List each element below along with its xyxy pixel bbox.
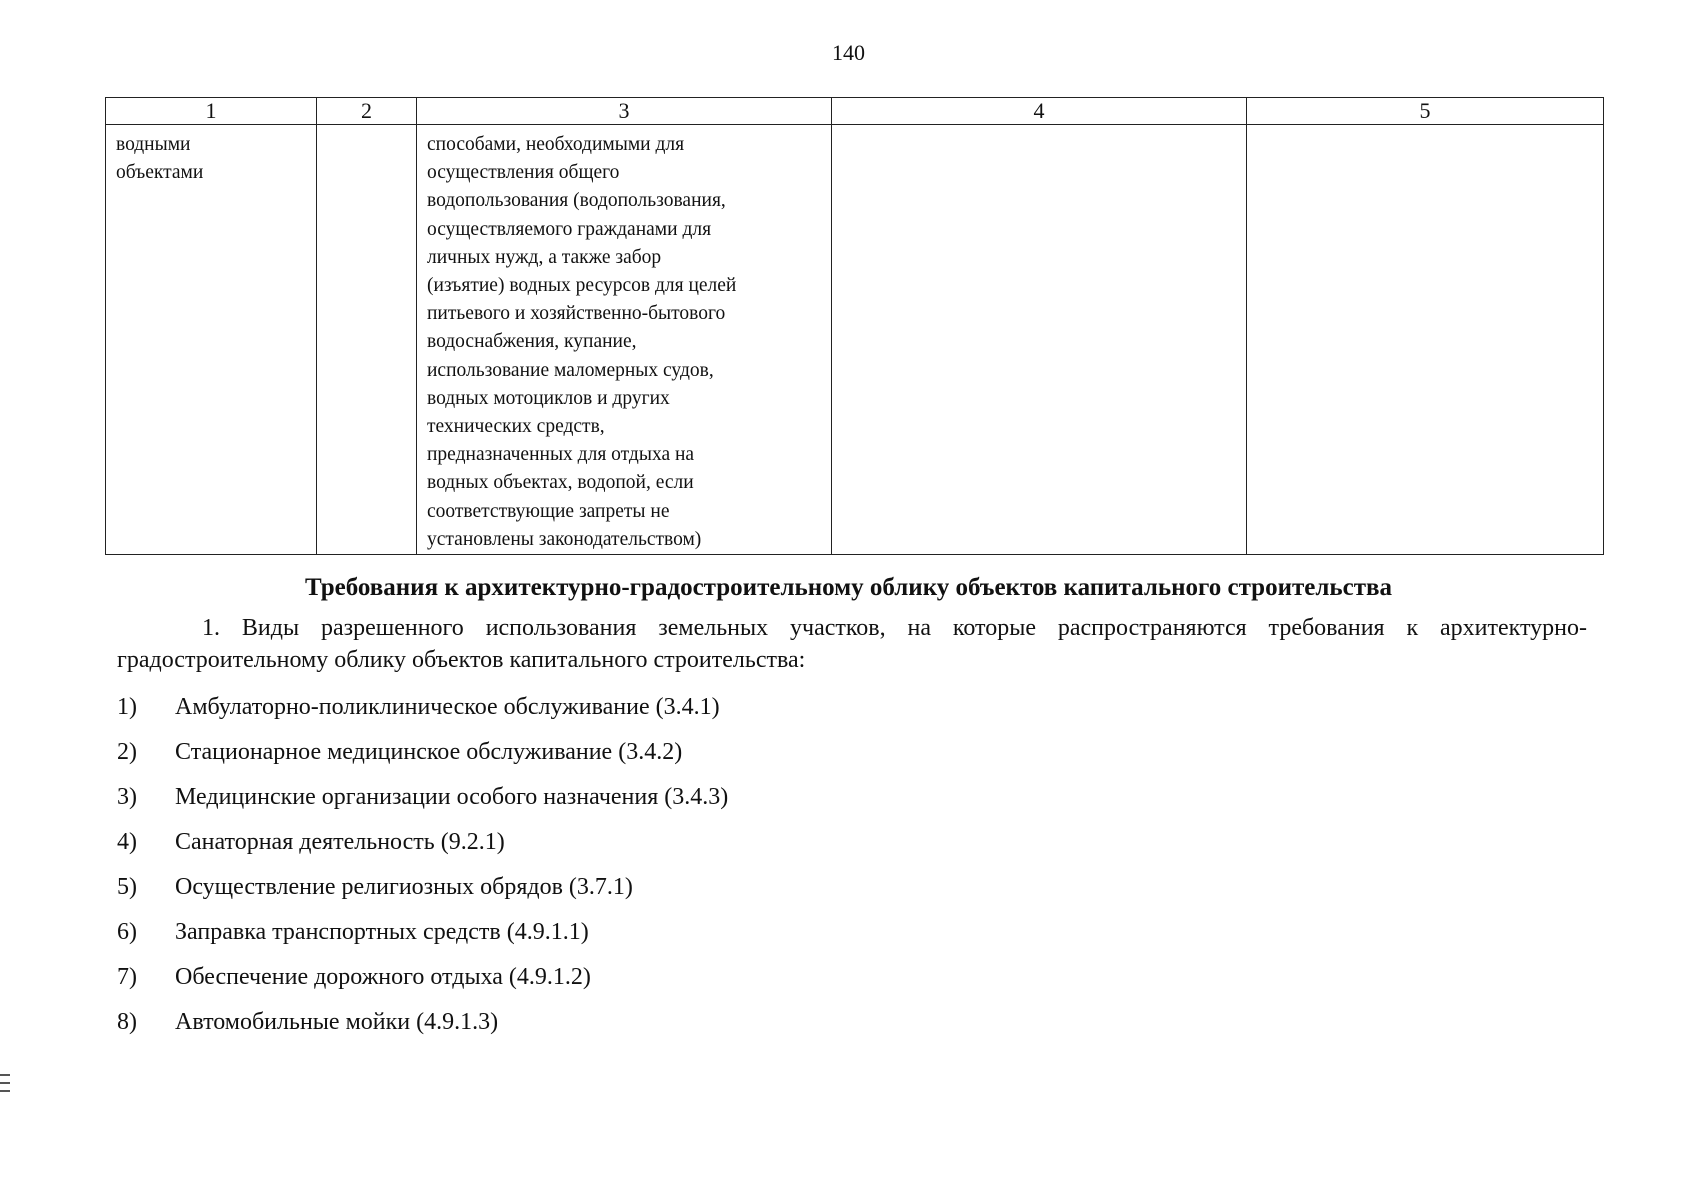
page-number: 140 [832,40,865,65]
list-item [117,960,728,1005]
list-item-text: Обеспечение дорожного отдыха (4.9.1.2) [175,964,591,990]
list-item-number: 5) [117,874,137,900]
cell-text [1247,125,1603,131]
list-item-number: 7) [117,964,137,990]
table-cell-col5 [1247,125,1604,555]
list-item-text: Автомобильные мойки (4.9.1.3) [175,1009,499,1035]
list-item [117,1005,728,1050]
list-item [117,735,728,780]
list-item-number: 8) [117,1009,137,1035]
table-cell-col1 [106,125,317,555]
list-item [117,825,728,870]
list-item-number: 6) [117,919,137,945]
list-item-number: 1) [117,694,137,720]
list-item-number: 3) [117,784,137,810]
list-item [117,915,728,960]
list-item-text: Амбулаторно-поликлиническое обслуживание (3.4.1) [175,694,720,720]
list-item [117,780,728,825]
column-header-2: 2 [317,98,417,125]
list-item [117,690,728,735]
cell-text: способами, необходимыми для осуществления общего водопользования (водопользования, осуществляемого гражданами для личных нужд, а также забор (изъятие) водных ресурсов для целей питьевого и хозяйственно-бытового водоснабжения, купание, использование маломерных судов, водных мотоциклов и других технических средств, предназначенных для отдыха на водных объектах, водопой, если соответствующие запреты не установлены законодательством) [427,134,737,550]
list-item-text: Заправка транспортных средств (4.9.1.1) [175,919,589,945]
list-item-number: 2) [117,739,137,765]
permitted-uses-list [117,690,728,1050]
list-item-text: Стационарное медицинское обслуживание (3.4.2) [175,739,683,765]
table-cell-col2 [317,125,417,555]
column-header-4: 4 [832,98,1247,125]
requirements-table [105,97,1604,555]
scan-edge-mark [0,1074,10,1076]
column-header-5: 5 [1247,98,1604,125]
table-cell-col3 [417,125,832,555]
list-item-text: Медицинские организации особого назначения (3.4.3) [175,784,729,810]
list-item [117,870,728,915]
cell-text [832,125,1246,131]
list-item-text: Санаторная деятельность (9.2.1) [175,829,505,855]
cell-text [317,125,416,131]
cell-text: водными объектами [116,134,204,184]
column-header-1: 1 [106,98,317,125]
table-header-row [106,98,1604,125]
intro-paragraph: 1. Виды разрешенного использования земельных участков, на которые распространяются требования к архитектурно-градостроительному облику объектов капитального строительства: [117,615,1587,673]
section-title: Требования к архитектурно-градостроительному облику объектов капитального строительства [305,574,1392,601]
column-header-3: 3 [417,98,832,125]
list-item-number: 4) [117,829,137,855]
table-row [106,125,1604,555]
scan-edge-mark [0,1090,10,1092]
scan-edge-mark [0,1082,10,1084]
table-cell-col4 [832,125,1247,555]
list-item-text: Осуществление религиозных обрядов (3.7.1) [175,874,633,900]
